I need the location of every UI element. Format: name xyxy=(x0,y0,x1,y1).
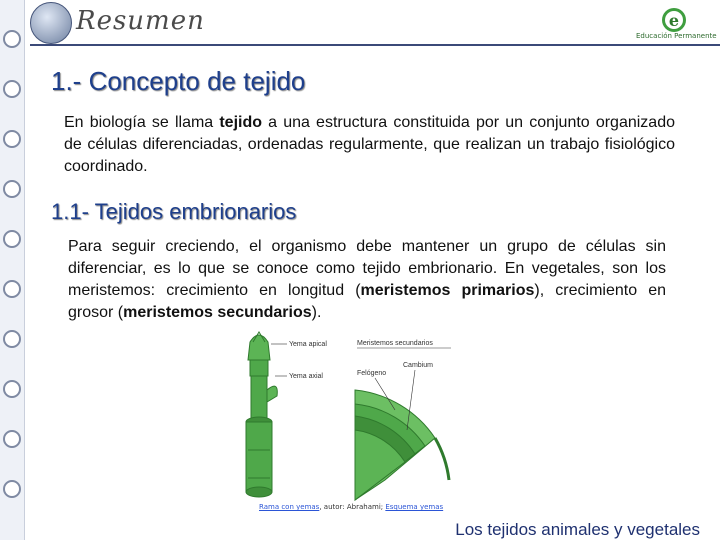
footer-title: Los tejidos animales y vegetales xyxy=(455,520,700,539)
text-part: ). xyxy=(311,304,322,321)
text-part: ), crecimiento en grosor ( xyxy=(68,282,667,321)
brand-caption: Educación Permanente xyxy=(636,32,717,40)
rail-ring xyxy=(3,330,21,348)
meristem-illustration xyxy=(235,330,465,502)
summary-logo-icon xyxy=(30,2,72,44)
header-title: Resumen xyxy=(76,6,205,36)
branch-with-buds-image xyxy=(246,332,277,497)
rail-ring xyxy=(3,480,21,498)
section-heading-embrionarios: 1.1- Tejidos embrionarios xyxy=(51,199,297,224)
rail-ring xyxy=(3,80,21,98)
label-yema-apical: Yema apical xyxy=(289,341,327,348)
paragraph-concepto xyxy=(64,112,675,178)
text-part: En biología se llama xyxy=(64,114,220,131)
rail-ring xyxy=(3,130,21,148)
rail-ring xyxy=(3,280,21,298)
brand-letter: e xyxy=(668,11,680,30)
section-heading-concepto: 1.- Concepto de tejido xyxy=(51,66,306,96)
left-rail-decoration xyxy=(0,0,25,540)
text-bold: meristemos primarios xyxy=(360,282,535,299)
text-bold: tejido xyxy=(219,114,263,131)
paragraph-embrionarios xyxy=(68,236,666,324)
text-part: Para seguir creciendo, el organismo debe mantener un grupo de células sin diferenciar, es lo que se conoce como tejido embrionario. En vegetales, son los meristemos: crecimiento en longitud ( xyxy=(68,238,666,299)
rail-ring xyxy=(3,430,21,448)
stem-section-image xyxy=(355,390,449,500)
text-bold: meristemos secundarios xyxy=(123,304,312,321)
label-yema-axial: Yema axial xyxy=(289,373,323,380)
rail-ring xyxy=(3,230,21,248)
rail-ring xyxy=(3,380,21,398)
caption-text: , autor: Abrahami; xyxy=(319,503,386,511)
rail-ring xyxy=(3,30,21,48)
text-part: a una estructura constituida por un conjunto organizado de células diferenciadas, ordenadas regularmente, que realizan un trabajo fisiológico coordinado. xyxy=(64,114,676,175)
label-felogeno: Felógeno xyxy=(357,370,387,377)
rail-ring xyxy=(3,180,21,198)
figure-caption xyxy=(259,503,443,511)
link-rama-con-yemas[interactable]: Rama con yemas xyxy=(259,503,320,511)
header-divider xyxy=(30,44,720,46)
label-cambium: Cambium xyxy=(403,362,433,369)
label-meristemos-secundarios: Meristemos secundarios xyxy=(357,340,433,347)
link-esquema-yemas[interactable]: Esquema yemas xyxy=(385,503,444,511)
